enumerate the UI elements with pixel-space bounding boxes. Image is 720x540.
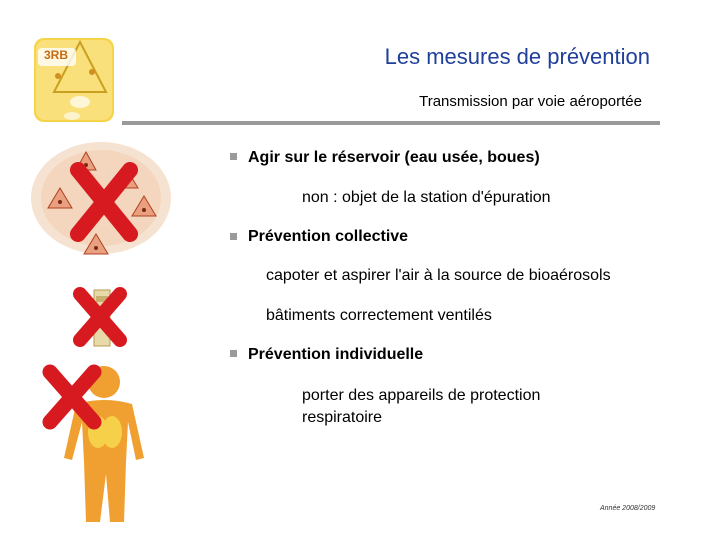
slide-title: Les mesures de prévention bbox=[384, 44, 650, 69]
footer-year: Année 2008/2009 bbox=[600, 505, 656, 512]
bioaerosol-illustration bbox=[26, 138, 176, 274]
cross-icon bbox=[66, 162, 142, 242]
bullet-marker bbox=[230, 153, 237, 160]
sub-item-station: non : objet de la station d'épuration bbox=[302, 189, 551, 206]
bullet-marker bbox=[230, 233, 237, 240]
logo-text: 3RB bbox=[44, 48, 69, 62]
bullet-individuelle: Prévention individuelle bbox=[248, 346, 424, 363]
sub-item-appareils: porter des appareils de protection bbox=[302, 387, 541, 404]
cross-icon bbox=[70, 286, 130, 348]
sub-item-batiments: bâtiments correctement ventilés bbox=[266, 307, 492, 324]
sub-item-capoter: capoter et aspirer l'air à la source de bioaérosols bbox=[266, 267, 611, 284]
person-illustration bbox=[40, 362, 152, 526]
bullet-reservoir: Agir sur le réservoir (eau usée, boues) bbox=[248, 149, 540, 166]
slide-subtitle: Transmission par voie aéroportée bbox=[419, 93, 642, 110]
bullet-marker bbox=[230, 350, 237, 357]
sub-item-respiratoire: respiratoire bbox=[302, 409, 383, 426]
logo bbox=[30, 36, 118, 124]
cross-icon bbox=[40, 364, 104, 430]
title-divider bbox=[122, 121, 660, 125]
bullet-collective: Prévention collective bbox=[248, 228, 409, 245]
building-illustration bbox=[66, 282, 136, 352]
